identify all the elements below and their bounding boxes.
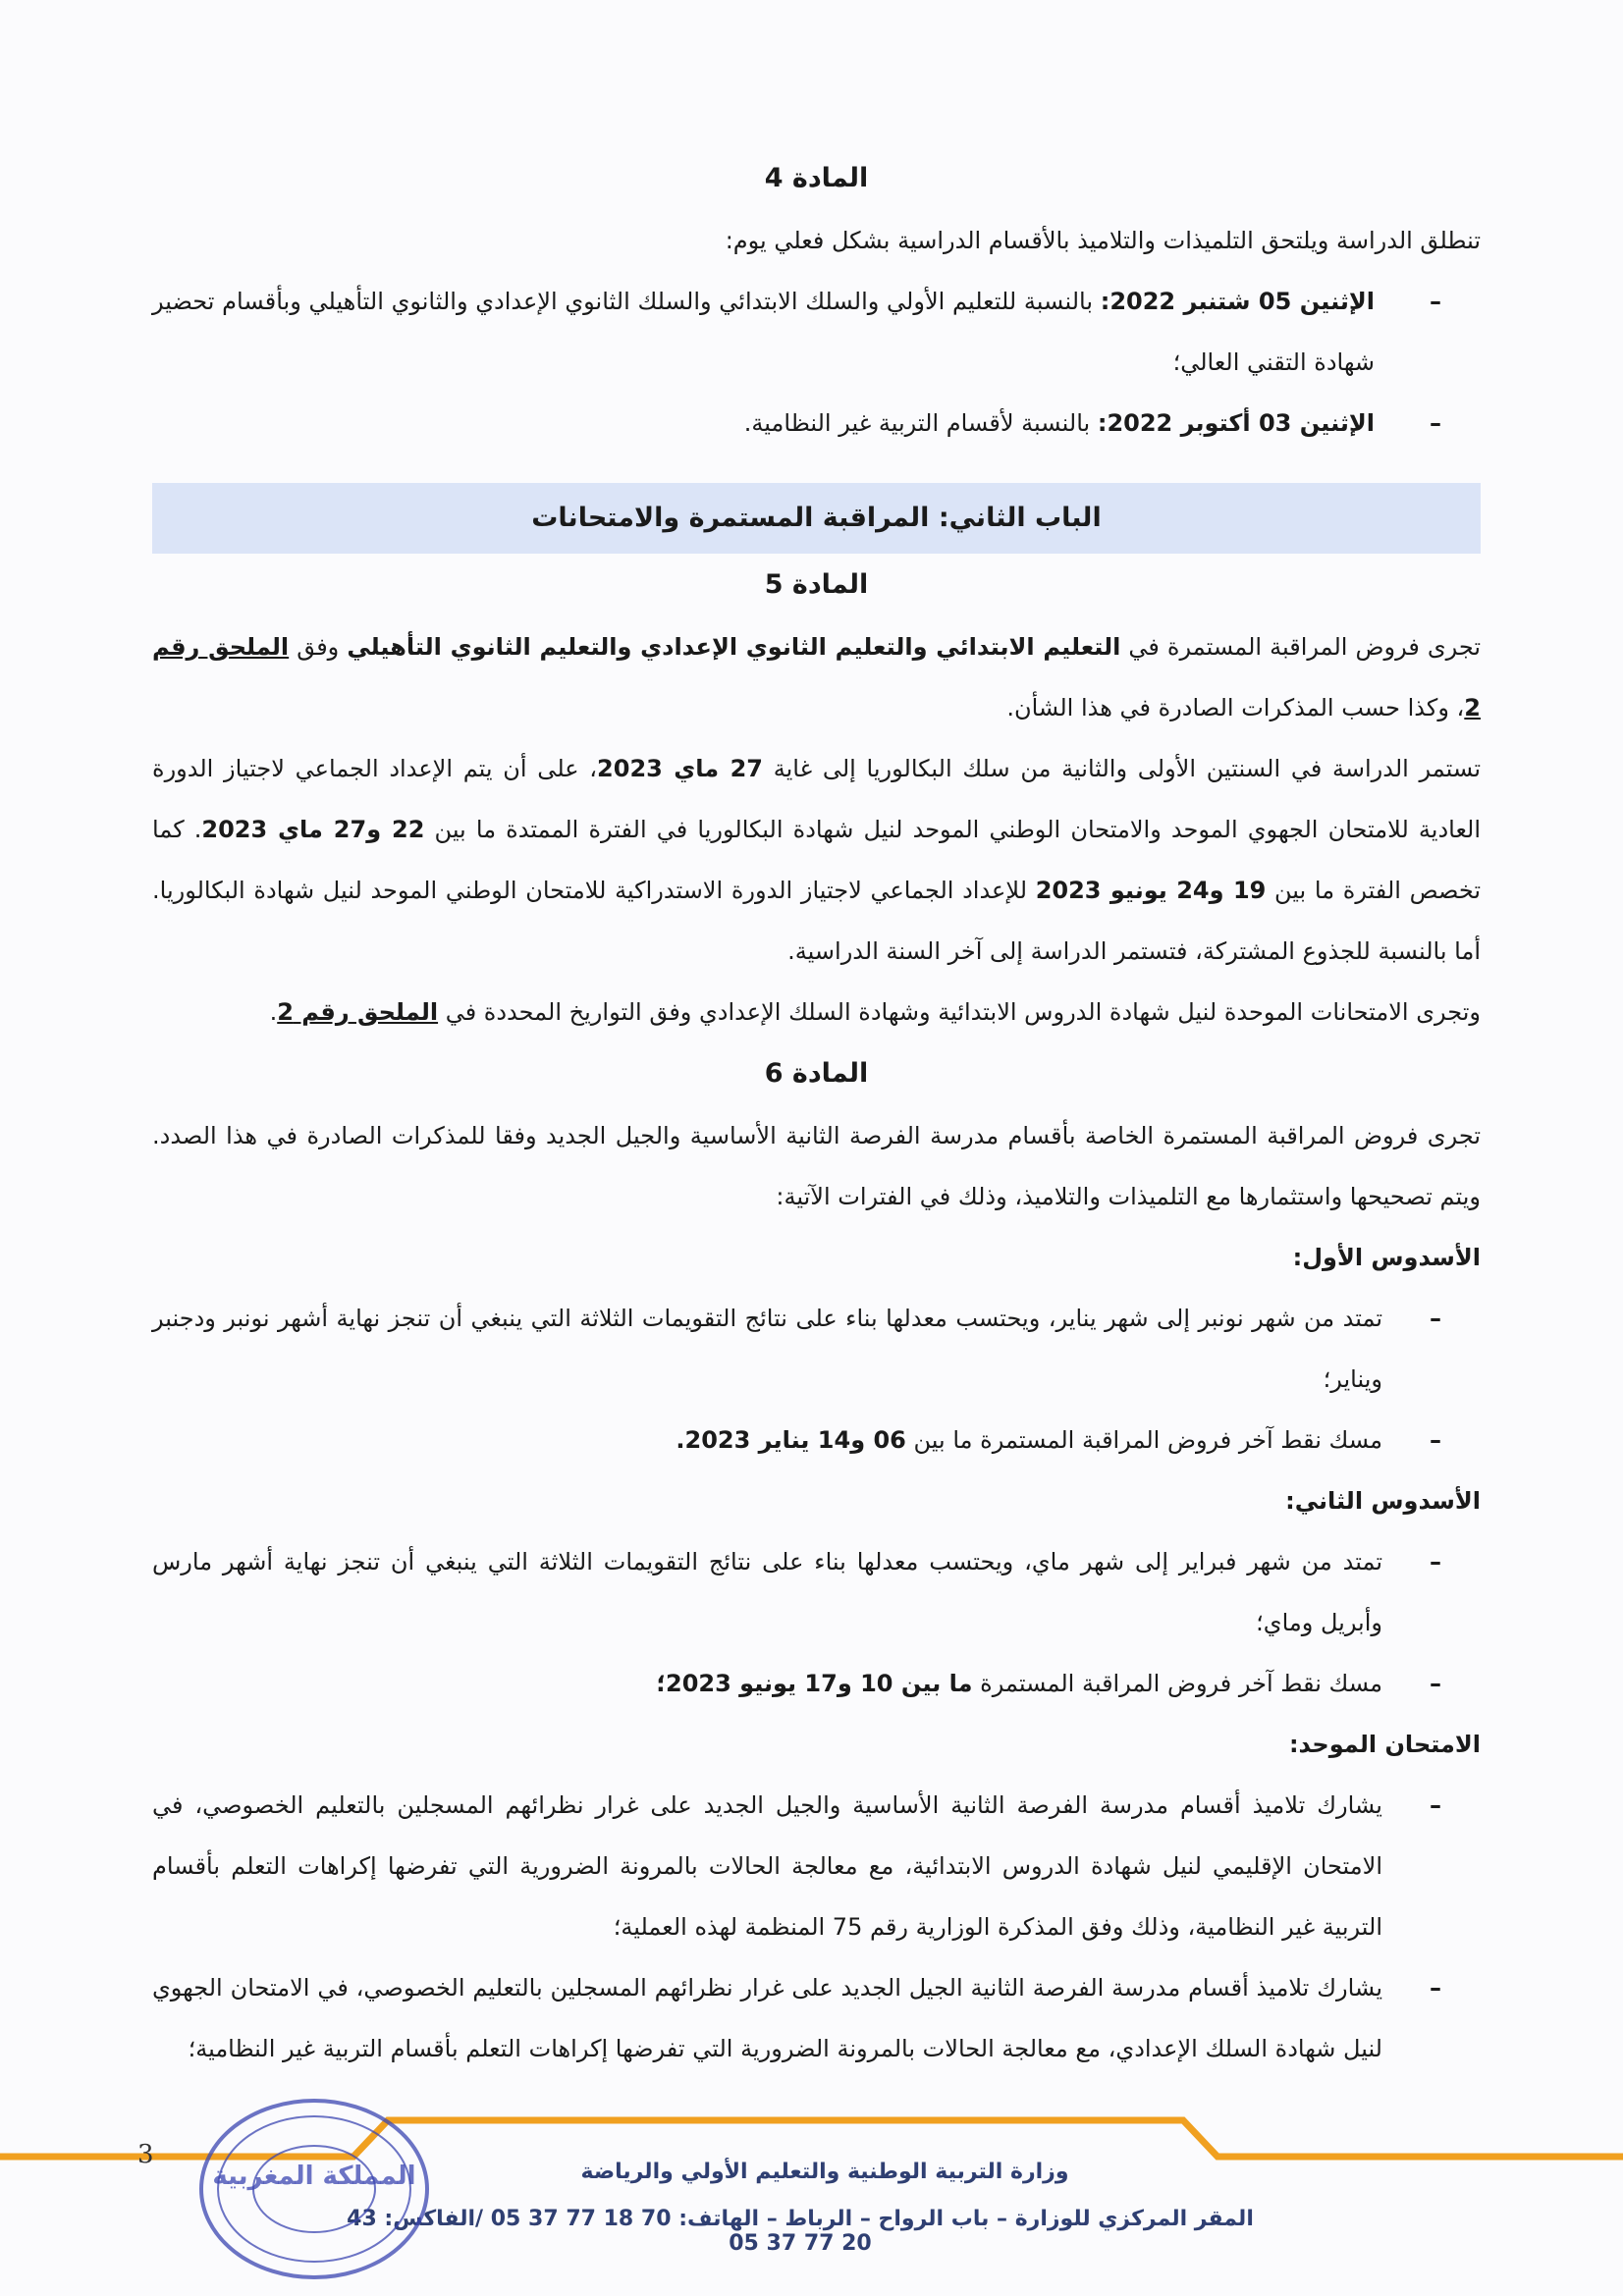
text-run-bold: 06 و14 يناير 2023.: [676, 1426, 906, 1454]
article-5-paragraph-3: [152, 982, 1481, 1042]
annex-reference: الملحق رقم 2: [277, 998, 439, 1026]
ministry-address: المقر المركزي للوزارة – باب الرواح – الرباط – الهاتف: 70 18 77 37 05 /الفاكس: 43 20 77 37 05: [347, 2207, 1254, 2256]
list-item: [152, 271, 1481, 393]
page-content: [152, 147, 1481, 2079]
text-run-bold: التعليم الابتدائي والتعليم الثانوي الإعدادي والتعليم الثانوي التأهيلي: [347, 633, 1121, 661]
text-run: .: [269, 998, 278, 1026]
text-run: مسك نقط آخر فروض المراقبة المستمرة ما بين: [905, 1426, 1382, 1454]
unified-exam-heading: الامتحان الموحد:: [1288, 1731, 1481, 1758]
list-item: – يشارك تلاميذ أقسام مدرسة الفرصة الثانية الأساسية والجيل الجديد على غرار نظرائهم المسجلين بالتعليم الخصوصي، في الامتحان الإقليمي لنيل شهادة الدروس الابتدائية، مع معالجة الحالات بالمرونة الضرورية التي تفرضها إكراهات التعلم بأقسام التربية غير النظامية، وذلك وفق المذكرة الوزارية رقم 75 المنظمة لهذه العملية؛: [152, 1775, 1481, 1957]
text-run: للإعداد الجماعي لاجتياز الدورة الاستدراكية للامتحان الوطني الموحد لنيل شهادة البكالوريا. أما بالنسبة للجذوع المشتركة، فتستمر الدراسة إلى آخر السنة الدراسية.: [152, 877, 1481, 965]
article-6-title: المادة 6: [764, 1058, 869, 1089]
text-run-bold: 19 و24 يونيو 2023: [1035, 877, 1267, 904]
semester-2-heading: الأسدوس الثاني:: [1285, 1487, 1481, 1515]
article-6-intro: تجرى فروض المراقبة المستمرة الخاصة بأقسام مدرسة الفرصة الثانية الأساسية والجيل الجديد وفقا للمذكرات الصادرة في هذا الصدد. ويتم تصحيحها واستثمارها مع التلميذات والتلاميذ، وذلك في الفترات الآتية:: [152, 1122, 1481, 1210]
semester-1-list: [152, 1288, 1481, 1470]
text-run: تجرى فروض المراقبة المستمرة في: [1120, 633, 1482, 661]
unified-exam-list: [152, 1775, 1481, 2079]
list-item: [152, 1410, 1481, 1470]
article-5-title: المادة 5: [764, 569, 869, 600]
article-4-intro: تنطلق الدراسة ويلتحق التلميذات والتلاميذ بالأقسام الدراسية بشكل فعلي يوم:: [725, 227, 1481, 254]
text-run: وتجرى الامتحانات الموحدة لنيل شهادة الدروس الابتدائية وشهادة السلك الإعدادي وفق التواريخ المحددة في: [438, 998, 1481, 1026]
semester-2-list: [152, 1531, 1481, 1714]
official-seal-icon: [191, 2091, 437, 2287]
annex-reference: الملحق رقم 2: [152, 633, 1481, 721]
list-item: – يشارك تلاميذ أقسام مدرسة الفرصة الثانية الجيل الجديد على غرار نظرائهم المسجلين بالتعليم الخصوصي، في الامتحان الجهوي لنيل شهادة السلك الإعدادي، مع معالجة الحالات بالمرونة الضرورية التي تفرضها إكراهات التعلم بأقسام التربية غير النظامية؛: [152, 1957, 1481, 2079]
semester-1-heading: الأسدوس الأول:: [1292, 1244, 1481, 1271]
text-run: تستمر الدراسة في السنتين الأولى والثانية من سلك البكالوريا إلى غاية: [763, 755, 1482, 782]
date-label: الإثنين 05 شتنبر 2022:: [1100, 288, 1376, 315]
seal-text: المملكة المغربية: [212, 2162, 416, 2191]
text-run-bold: ما بين 10 و17 يونيو 2023؛: [656, 1670, 973, 1697]
article-5-paragraph-1: [152, 616, 1481, 738]
list-item: – تمتد من شهر نونبر إلى شهر يناير، ويحتسب معدلها بناء على نتائج التقويمات الثلاثة التي ينبغي أن تنجز نهاية أشهر نونبر ودجنبر ويناير؛: [152, 1288, 1481, 1410]
text-run: مسك نقط آخر فروض المراقبة المستمرة: [972, 1670, 1382, 1697]
list-item: [152, 393, 1481, 454]
text-run: وفق: [289, 633, 348, 661]
list-item: – تمتد من شهر فبراير إلى شهر ماي، ويحتسب معدلها بناء على نتائج التقويمات الثلاثة التي ينبغي أن تنجز نهاية أشهر مارس وأبريل وماي؛: [152, 1531, 1481, 1653]
page-number: 3: [137, 2140, 154, 2169]
text-run: . كما تخصص الفترة ما بين: [152, 816, 1481, 904]
text-run: ، وكذا حسب المذكرات الصادرة في هذا الشأن.: [1006, 694, 1465, 721]
list-item: [152, 1653, 1481, 1714]
item-text: بالنسبة لأقسام التربية غير النظامية.: [743, 409, 1098, 437]
text-run-bold: 22 و27 ماي 2023: [201, 816, 425, 843]
text-run: ، على أن يتم الإعداد الجماعي لاجتياز الدورة العادية للامتحان الجهوي الموحد والامتحان الوطني الموحد لنيل شهادة البكالوريا في الفترة الممتدة ما بين: [152, 755, 1482, 843]
article-4-list: [152, 271, 1481, 454]
article-5-paragraph-2: [152, 738, 1481, 982]
ministry-name: وزارة التربية الوطنية والتعليم الأولي والرياضة: [580, 2160, 1069, 2184]
item-text: بالنسبة للتعليم الأولي والسلك الابتدائي والسلك الثانوي الإعدادي والثانوي التأهيلي وبأقسام تحضير شهادة التقني العالي؛: [152, 288, 1375, 376]
article-4-title: المادة 4: [764, 163, 869, 193]
date-label: الإثنين 03 أكتوبر 2022:: [1097, 409, 1375, 437]
text-run-bold: 27 ماي 2023: [597, 755, 763, 782]
chapter-2-heading: الباب الثاني: المراقبة المستمرة والامتحانات: [152, 483, 1481, 554]
